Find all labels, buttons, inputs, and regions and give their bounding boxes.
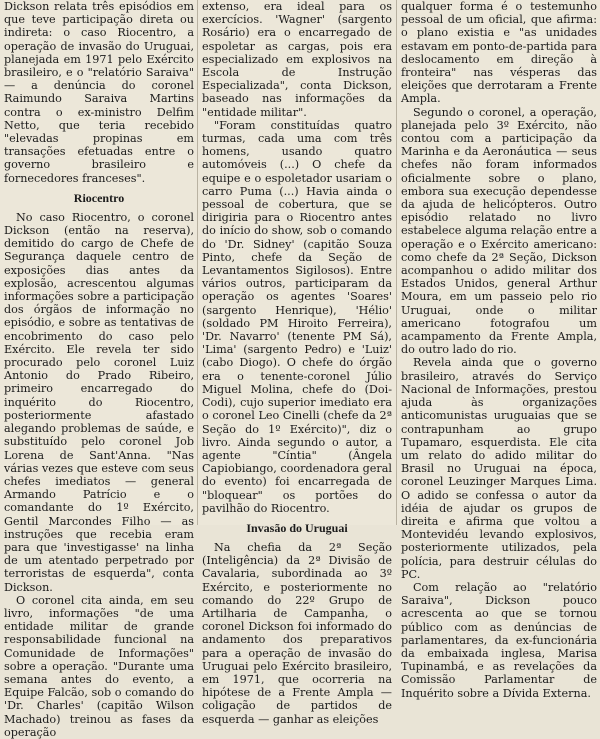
section-heading: Invasão do Uruguai [246,520,348,535]
paragraph: Revela ainda que o governo brasileiro, através do Serviço Nacional de Informações, prestou ajuda às organizações anticomunistas uruguaias que se contrapunham ao grupo Tupamaro, esquerdista. Ele cita um relato do adido militar do Brasil no Uruguai na época, coronel Leuzinger Marques Lima. O adido se confessa o autor da idéia de ajudar os grupos de direita e afirma que voltou a Montevidéu levando explosivos, posteriormente utilizados, pela polícia, para destruir células do PC. [401,356,597,581]
section-heading: Riocentro [73,190,125,205]
paragraph: "Foram constituídas quatro turmas, cada uma com três homens, usando quatro automóveis (...) O chefe da equipe e o espoletador usariam o carro Puma (...) Havia ainda o pessoal de cobertura, que se dirigiria para o Riocentro antes do início do show, sob o comando do 'Dr. Sidney' (capitão Souza Pinto, chefe da Seção de Levantamentos Sigilosos). Entre vários outros, participaram da operação os agentes 'Soares' (sargento Henrique), 'Hélio' (soldado PM Hiroito Ferreira), 'Dr. Navarro' (tenente PM Sá), 'Lima' (sargento Pedro) e 'Luiz' (cabo Diogo). O chefe do órgão era o tenente-coronel Júlio Miguel Molina, chefe do (Doi-Codi), cujo superior imediato era o coronel Leo Cinelli (chefe da 2ª Seção do 1º Exército)", diz o livro. Ainda segundo o autor, a agente "Cíntia" (Ângela Capiobiango, coordenadora geral do evento) foi encarregada de "bloquear" os portões do pavilhão do Riocentro. [202,118,392,515]
article-column-3 [401,0,597,700]
article-column-1 [4,0,194,739]
paragraph: O coronel cita ainda, em seu livro, informações "de uma entidade militar de grande responsabilidade funcional na Comunidade de Informações" sobre a operação. "Durante uma semana antes do evento, a Equipe Falcão, sob o comando do 'Dr. Charles' (capitão Wilson Machado) treinou as fases da operação [4,593,194,739]
paragraph: qualquer forma é o testemunho pessoal de um oficial, que afirma: o plano existia e "as unidades estavam em ponto-de-partida para deslocamento em direção à fronteira" nas vésperas das eleições que derrotaram a Frente Ampla. [401,0,597,106]
paragraph: Segundo o coronel, a operação, planejada pelo 3º Exército, não contou com a participação da Marinha e da Aeronáutica — seus chefes não foram informados oficialmente sobre o plano, embora sua execução dependesse da ajuda de helicópteros. Outro episódio relatado no livro estabelece alguma relação entre a operação e o Exército americano: como chefe da 2ª Seção, Dickson acompanhou o adido militar dos Estados Unidos, general Arthur Moura, em um passeio pelo rio Uruguai, onde o militar americano fotografou um acampamento da Frente Ampla, do outro lado do rio. [401,105,597,357]
column-divider [197,0,198,525]
article-column-2 [202,0,392,726]
paragraph: Com relação ao "relatório Saraiva", Dickson pouco acrescenta ao que se tornou público com as denúncias de parlamentares, da ex-funcionária da embaixada inglesa, Marisa Tupinambá, e as revelações da Comissão Parlamentar de Inquérito sobre a Dívida Externa. [401,580,597,700]
paragraph: No caso Riocentro, o coronel Dickson (então na reserva), demitido do cargo de Chefe de Segurança daquele centro de exposições dias antes da explosão, acrescentou algumas informações sobre a participação dos órgãos de informação no episódio, e sobre as tentativas de encobrimento do caso pelo Exército. Ele revela ter sido procurado pelo coronel Luiz Antonio do Prado Ribeiro, primeiro encarregado do inquérito do Riocentro, posteriormente afastado alegando problemas de saúde, e substituído pelo coronel Job Lorena de Sant'Anna. "Nas várias vezes que esteve com seus chefes imediatos — general Armando Patrício e o comandante do 1º Exército, Gentil Marcondes Filho — as instruções que recebia eram para que 'investigasse' na linha de um atentado perpetrado por terroristas de esquerda", conta Dickson. [4,210,194,594]
paragraph: extenso, era ideal para os exercícios. 'Wagner' (sargento Rosário) era o encarregado de espoletar as cargas, pois era especializado em explosivos na Escola de Instrução Especializada", conta Dickson, baseado nas informações da "entidade militar". [202,0,392,119]
paragraph: Na chefia da 2ª Seção (Inteligência) da 2ª Divisão de Cavalaria, subordinada ao 3º Exército, e posteriormente no comando do 22º Grupo de Artilharia de Campanha, o coronel Dickson foi informado do andamento dos preparativos para a operação de invasão do Uruguai pelo Exército brasileiro, em 1971, que ocorreria na hipótese de a Frente Ampla — coligação de partidos de esquerda — ganhar as eleições [202,540,392,726]
column-divider [396,0,397,525]
paragraph: Dickson relata três episódios em que teve participação direta ou indireta: o caso Riocentro, a operação de invasão do Uruguai, planejada em 1971 pelo Exército brasileiro, e o "relatório Saraiva" — a denúncia do coronel Raimundo Saraiva Martins contra o ex-ministro Delfim Netto, que teria recebido "elevadas propinas em transações efetuadas entre o governo brasileiro e fornecedores franceses". [4,0,194,185]
